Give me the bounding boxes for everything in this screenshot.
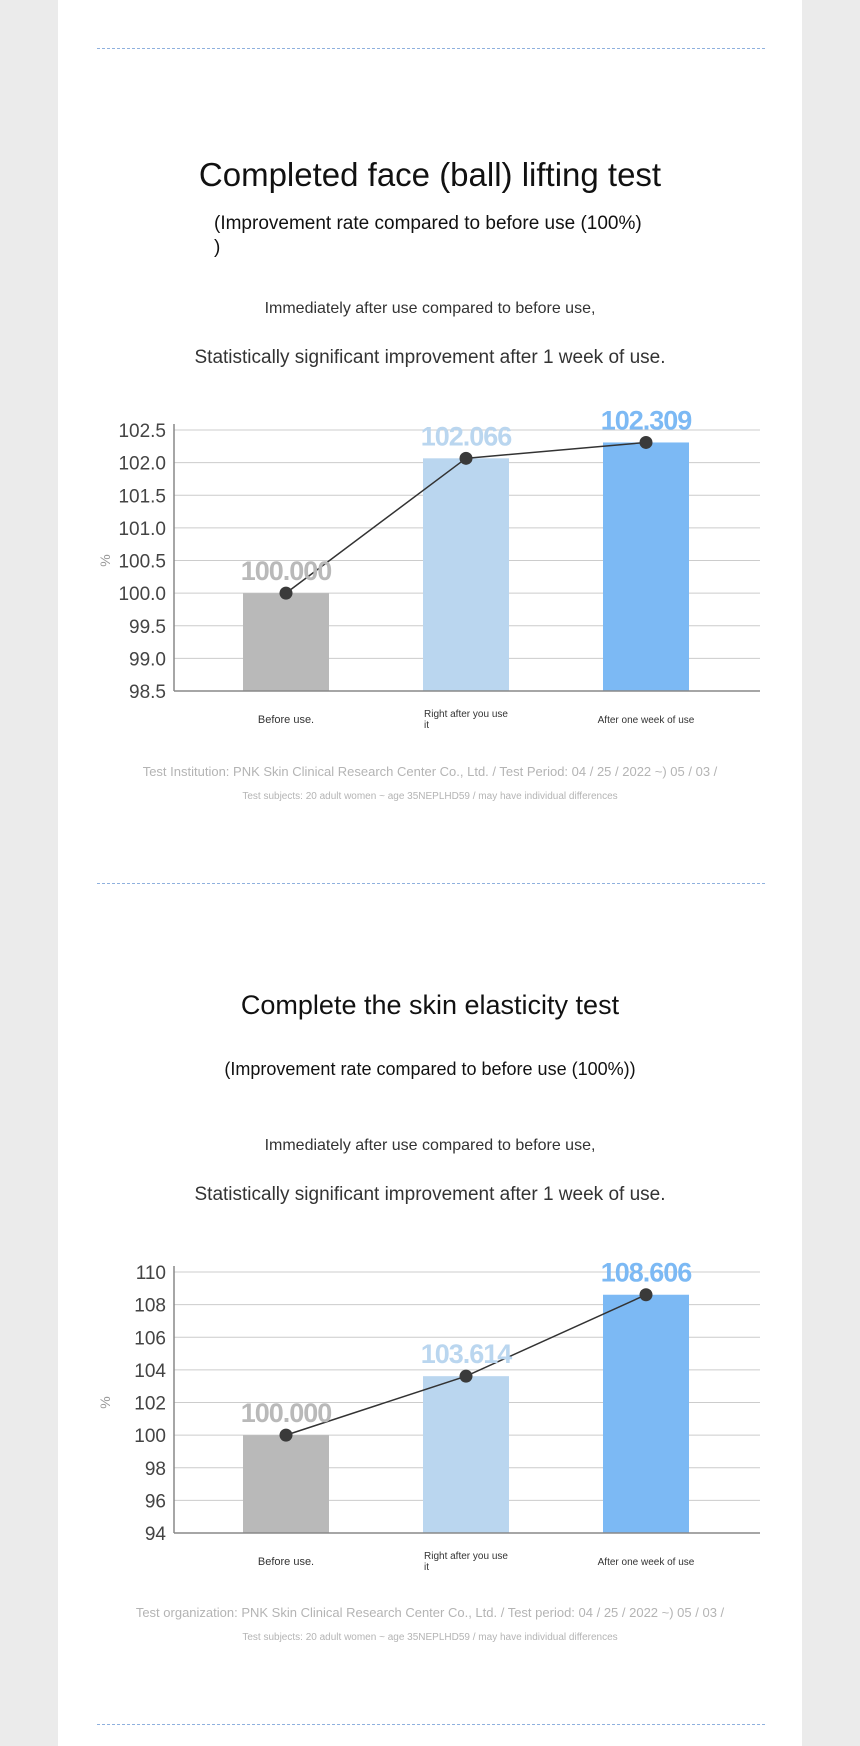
elasticity-category-label-right-after-use: Right after you use it (424, 1551, 508, 1573)
lifting-ytick-label: 100.0 (118, 584, 166, 606)
content-panel (58, 0, 802, 1746)
lifting-bar-right-after-use (423, 458, 509, 691)
dashed-divider (97, 48, 765, 49)
lifting-value-label-before-use: 100.000 (240, 556, 332, 587)
section2-note-significant: Statistically significant improvement after 1 week of use. (194, 1184, 666, 1205)
section2-footer-subjects: Test subjects: 20 adult women ~ age 35NEPLHD59 / may have individual differences (242, 1632, 618, 1643)
lifting-point-right-after-use (460, 452, 473, 465)
lifting-ytick-label: 98.5 (129, 682, 166, 703)
elasticity-ytick-label: 106 (134, 1328, 166, 1350)
elasticity-value-label-after-one-week: 108.606 (600, 1257, 692, 1288)
lifting-category-label-after-one-week: After one week of use (597, 715, 695, 726)
section1-subtitle-line1: (Improvement rate compared to before use (100%) (214, 213, 642, 234)
lifting-ytick-label: 101.0 (118, 518, 166, 540)
section1-footer-institution: Test Institution: PNK Skin Clinical Research Center Co., Ltd. / Test Period: 04 / 25 / 2022 ~) 05 / 03 / (142, 764, 718, 779)
lifting-bar-after-one-week (603, 442, 689, 691)
elasticity-value-label-right-after-use: 103.614 (420, 1339, 512, 1370)
lifting-value-label-after-one-week: 102.309 (600, 405, 692, 436)
elasticity-bar-after-one-week (603, 1295, 689, 1533)
elasticity-point-after-one-week (640, 1288, 653, 1301)
section1-subtitle (214, 212, 642, 260)
section2-subtitle (58, 1057, 802, 1081)
lifting-ytick-label: 102.5 (118, 421, 166, 442)
lifting-ytick-label: 102.0 (118, 453, 166, 475)
lifting-ytick-label: 100.5 (118, 551, 166, 573)
lifting-point-before-use (280, 587, 293, 600)
dashed-divider (97, 883, 765, 884)
elasticity-ytick-label: 108 (134, 1295, 166, 1317)
section1-subtitle-line2: ) (214, 237, 221, 258)
elasticity-bar-right-after-use (423, 1376, 509, 1533)
elasticity-ytick-label: 96 (144, 1491, 166, 1513)
section1-note-significant: Statistically significant improvement after 1 week of use. (194, 347, 666, 368)
elasticity-value-label-before-use: 100.000 (240, 1398, 332, 1429)
section1-title: Completed face (ball) lifting test (198, 156, 662, 193)
lifting-ytick-label: 99.5 (129, 616, 166, 638)
elasticity-category-label-after-one-week: After one week of use (597, 1557, 695, 1568)
elasticity-ytick-label: 104 (134, 1360, 166, 1382)
section2-footer-organization: Test organization: PNK Skin Clinical Research Center Co., Ltd. / Test period: 04 / 25 / 2022 ~) 05 / 03 / (135, 1605, 725, 1620)
section1-note-immediate: Immediately after use compared to before use, (264, 300, 596, 317)
elasticity-chart-svg (58, 1247, 802, 1577)
elasticity-chart (58, 1247, 802, 1577)
elasticity-ytick-label: 98 (144, 1458, 166, 1480)
dashed-divider (97, 1724, 765, 1725)
elasticity-category-label-before-use: Before use. (257, 1556, 315, 1568)
elasticity-point-right-after-use (460, 1370, 473, 1383)
section2-title: Complete the skin elasticity test (240, 990, 620, 1020)
lifting-ylabel: % (97, 554, 113, 567)
elasticity-ylabel: % (97, 1396, 113, 1409)
section2-note-immediate: Immediately after use compared to before use, (264, 1137, 596, 1154)
lifting-category-label-before-use: Before use. (257, 714, 315, 726)
lifting-chart (58, 405, 802, 735)
lifting-bar-before-use (243, 593, 329, 691)
lifting-ytick-label: 99.0 (129, 649, 166, 671)
elasticity-ytick-label: 94 (144, 1524, 166, 1545)
section2-subtitle-line1: (Improvement rate compared to before use (100%)) (224, 1059, 636, 1079)
section1-footer-subjects: Test subjects: 20 adult women ~ age 35NEPLHD59 / may have individual differences (242, 791, 618, 802)
lifting-ytick-label: 101.5 (118, 486, 166, 508)
lifting-category-label-right-after-use: Right after you use it (424, 709, 508, 731)
lifting-chart-svg (58, 405, 802, 735)
elasticity-ytick-label: 110 (135, 1263, 166, 1284)
lifting-value-label-right-after-use: 102.066 (420, 421, 512, 452)
lifting-point-after-one-week (640, 436, 653, 449)
elasticity-ytick-label: 102 (134, 1393, 166, 1415)
elasticity-bar-before-use (243, 1435, 329, 1533)
elasticity-ytick-label: 100 (134, 1426, 166, 1448)
elasticity-point-before-use (280, 1429, 293, 1442)
